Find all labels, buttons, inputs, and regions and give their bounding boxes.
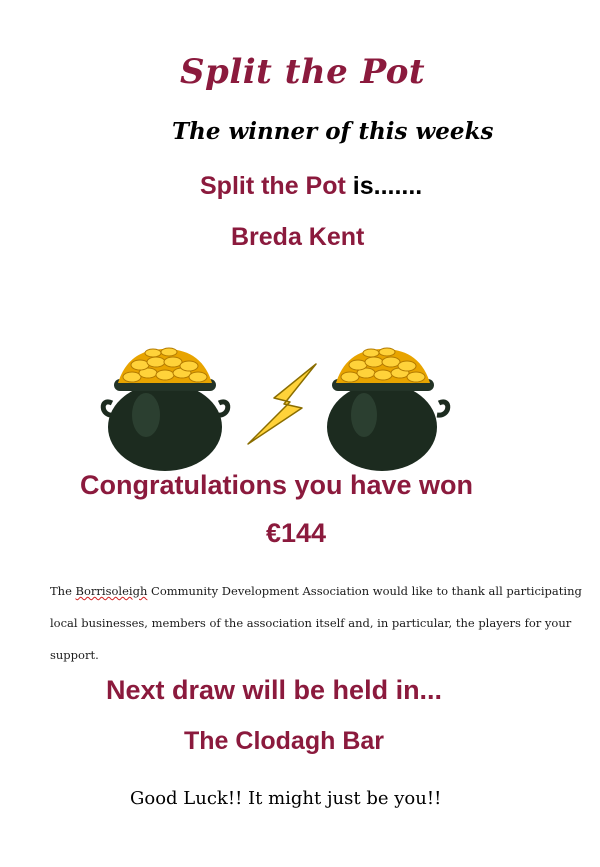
prize-amount: €144 xyxy=(266,518,327,548)
announcement-suffix: is....... xyxy=(352,172,423,200)
lightning-bolt-icon xyxy=(244,362,324,447)
thanks-line-1-end: Community Development Association would like to thank all participating xyxy=(147,584,582,598)
place-name: Borrisoleigh xyxy=(75,584,148,598)
thanks-paragraph xyxy=(50,575,582,671)
announcement-highlight: Split the Pot xyxy=(200,172,346,200)
thanks-line-1 xyxy=(50,575,582,607)
announcement-line-1: The winner of this weeks xyxy=(172,118,494,145)
winner-name: Breda Kent xyxy=(231,223,365,251)
thanks-line-1-start: The xyxy=(50,584,76,598)
closing-message: Good Luck!! It might just be you!! xyxy=(130,788,442,809)
announcement-line-2 xyxy=(200,172,422,201)
thanks-line-3: support. xyxy=(50,648,99,662)
next-draw-label: Next draw will be held in... xyxy=(106,675,443,705)
thanks-line-2: local businesses, members of the association itself and, in particular, the players for your xyxy=(50,616,572,630)
page-title: Split the Pot xyxy=(180,52,426,92)
pot-of-gold-icon xyxy=(322,345,452,475)
pot-of-gold-icon xyxy=(98,345,233,475)
congratulations-text: Congratulations you have won xyxy=(80,470,474,500)
next-draw-venue: The Clodagh Bar xyxy=(184,727,385,755)
